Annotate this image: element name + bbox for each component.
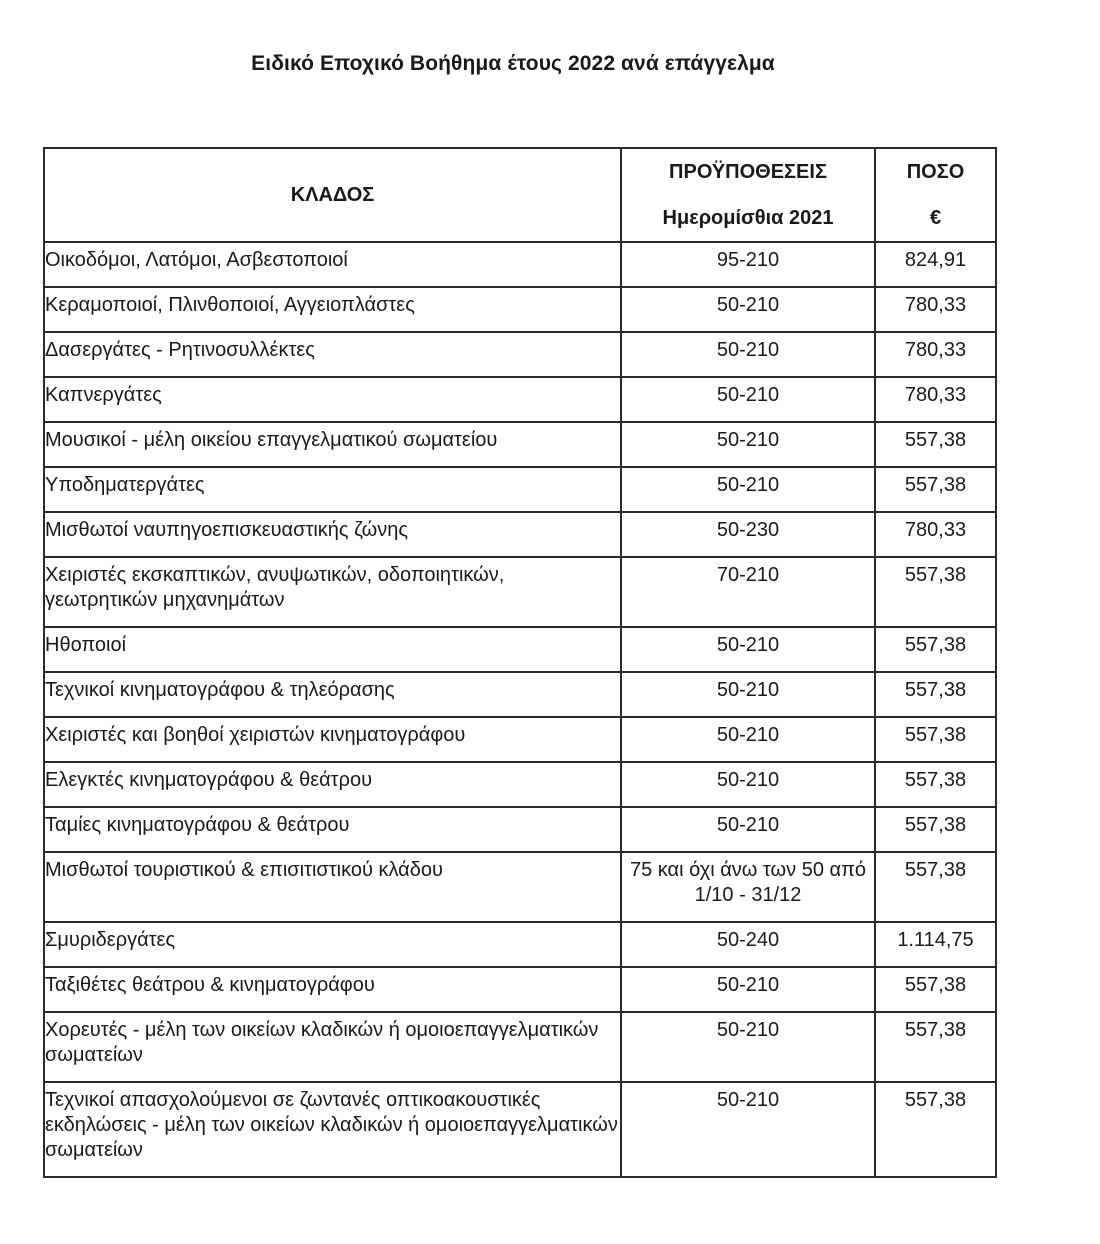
cell-requirements: 50-210: [621, 807, 875, 852]
cell-amount: 780,33: [875, 287, 996, 332]
cell-sector: Τεχνικοί κινηματογράφου & τηλεόρασης: [44, 672, 621, 717]
table-row: [44, 287, 996, 332]
cell-requirements: 50-210: [621, 762, 875, 807]
cell-amount: 557,38: [875, 467, 996, 512]
header-requirements-line2: Ημερομίσθια 2021: [662, 207, 834, 229]
cell-amount: 557,38: [875, 762, 996, 807]
cell-requirements: 50-210: [621, 422, 875, 467]
cell-requirements: 50-210: [621, 332, 875, 377]
benefits-table: [43, 147, 997, 1178]
cell-sector: Χειριστές εκσκαπτικών, ανυψωτικών, οδοποιητικών, γεωτρητικών μηχανημάτων: [44, 557, 621, 627]
table-header: [44, 148, 996, 242]
cell-sector: Δασεργάτες - Ρητινοσυλλέκτες: [44, 332, 621, 377]
cell-requirements: 50-210: [621, 377, 875, 422]
cell-sector: Χορευτές - μέλη των οικείων κλαδικών ή ομοιοεπαγγελματικών σωματείων: [44, 1012, 621, 1082]
header-row: [44, 148, 996, 242]
cell-sector: Μουσικοί - μέλη οικείου επαγγελματικού σωματείου: [44, 422, 621, 467]
cell-requirements: 50-210: [621, 672, 875, 717]
cell-sector: Ταμίες κινηματογράφου & θεάτρου: [44, 807, 621, 852]
header-requirements: [621, 148, 875, 242]
table-row: [44, 627, 996, 672]
cell-sector: Σμυριδεργάτες: [44, 922, 621, 967]
table-row: [44, 557, 996, 627]
table-row: [44, 922, 996, 967]
header-requirements-line1: ΠΡΟΫΠΟΘΕΣΕΙΣ: [669, 161, 827, 183]
table-row: [44, 377, 996, 422]
header-amount: [875, 148, 996, 242]
header-sector: [44, 148, 621, 242]
cell-amount: 557,38: [875, 717, 996, 762]
table-row: [44, 422, 996, 467]
cell-requirements: 70-210: [621, 557, 875, 627]
header-amount-line1: ΠΟΣΟ: [906, 161, 965, 183]
table-row: [44, 467, 996, 512]
cell-sector: Χειριστές και βοηθοί χειριστών κινηματογράφου: [44, 717, 621, 762]
cell-sector: Μισθωτοί τουριστικού & επισιτιστικού κλάδου: [44, 852, 621, 922]
cell-requirements: 50-210: [621, 1082, 875, 1177]
cell-requirements: 50-210: [621, 1012, 875, 1082]
cell-requirements: 50-210: [621, 467, 875, 512]
table-row: [44, 512, 996, 557]
cell-requirements: 75 και όχι άνω των 50 από 1/10 - 31/12: [621, 852, 875, 922]
cell-sector: Τεχνικοί απασχολούμενοι σε ζωντανές οπτικοακουστικές εκδηλώσεις - μέλη των οικείων κλαδικών ή ομοιοεπαγγελματικών σωματείων: [44, 1082, 621, 1177]
cell-sector: Ταξιθέτες θεάτρου & κινηματογράφου: [44, 967, 621, 1012]
cell-amount: 557,38: [875, 672, 996, 717]
cell-sector: Ελεγκτές κινηματογράφου & θεάτρου: [44, 762, 621, 807]
cell-amount: 557,38: [875, 1012, 996, 1082]
cell-amount: 557,38: [875, 1082, 996, 1177]
cell-amount: 780,33: [875, 332, 996, 377]
cell-amount: 557,38: [875, 852, 996, 922]
page-title: Ειδικό Εποχικό Βοήθημα έτους 2022 ανά επάγγελμα: [251, 52, 775, 75]
table-body: [44, 242, 996, 1177]
cell-amount: 557,38: [875, 807, 996, 852]
table-row: [44, 242, 996, 287]
table-row: [44, 762, 996, 807]
table-row: [44, 807, 996, 852]
cell-sector: Ηθοποιοί: [44, 627, 621, 672]
header-sector-label: ΚΛΑΔΟΣ: [290, 183, 375, 206]
cell-requirements: 50-210: [621, 627, 875, 672]
cell-amount: 780,33: [875, 377, 996, 422]
cell-requirements: 50-210: [621, 967, 875, 1012]
cell-requirements: 50-210: [621, 717, 875, 762]
cell-sector: Οικοδόμοι, Λατόμοι, Ασβεστοποιοί: [44, 242, 621, 287]
table-row: [44, 852, 996, 922]
cell-requirements: 95-210: [621, 242, 875, 287]
table-row: [44, 1082, 996, 1177]
table-row: [44, 1012, 996, 1082]
cell-sector: Κεραμοποιοί, Πλινθοποιοί, Αγγειοπλάστες: [44, 287, 621, 332]
cell-amount: 780,33: [875, 512, 996, 557]
cell-amount: 557,38: [875, 422, 996, 467]
table-row: [44, 332, 996, 377]
table-row: [44, 672, 996, 717]
cell-amount: 824,91: [875, 242, 996, 287]
cell-amount: 1.114,75: [875, 922, 996, 967]
table-row: [44, 717, 996, 762]
cell-requirements: 50-240: [621, 922, 875, 967]
cell-amount: 557,38: [875, 627, 996, 672]
cell-requirements: 50-230: [621, 512, 875, 557]
cell-amount: 557,38: [875, 557, 996, 627]
cell-sector: Υποδηματεργάτες: [44, 467, 621, 512]
cell-sector: Μισθωτοί ναυπηγοεπισκευαστικής ζώνης: [44, 512, 621, 557]
cell-sector: Καπνεργάτες: [44, 377, 621, 422]
table-row: [44, 967, 996, 1012]
cell-requirements: 50-210: [621, 287, 875, 332]
header-amount-line2: €: [929, 207, 942, 229]
cell-amount: 557,38: [875, 967, 996, 1012]
